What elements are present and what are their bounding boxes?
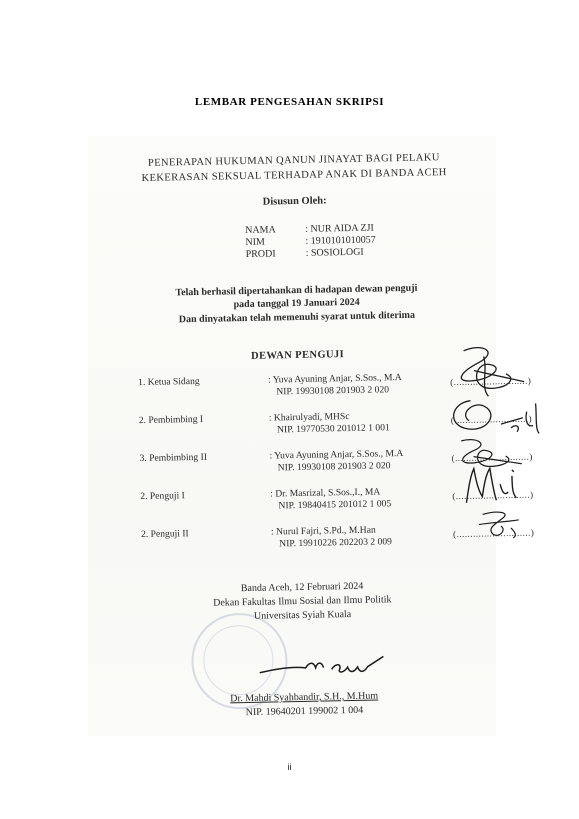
- examiner-name: : Yuva Ayuning Anjar, S.Sos., M.A: [269, 447, 404, 462]
- signature-line: (...........................): [450, 413, 533, 426]
- signature-dean: [253, 646, 394, 685]
- signature-examiner-1: [460, 462, 531, 507]
- page-heading: LEMBAR PENGESAHAN SKRIPSI: [194, 96, 385, 108]
- examiner-row: [140, 522, 535, 550]
- identity-label: PRODI: [245, 248, 276, 260]
- scanned-approval-sheet: [88, 136, 535, 736]
- signature-line: (...........................): [450, 375, 532, 388]
- examiner-role: 2. Penguji II: [140, 528, 189, 541]
- examiner-nip: NIP. 19930108 201903 2 020: [276, 384, 390, 398]
- page-number: ii: [287, 762, 292, 772]
- signature-line: (...........................): [452, 527, 535, 540]
- examiner-name: : Dr. Masrizal, S.Sos.,I., MA: [270, 486, 381, 500]
- examiner-nip: NIP. 19840415 201012 1 005: [278, 498, 392, 512]
- identity-value: : 1910101010057: [305, 234, 376, 247]
- examiner-role: 1. Ketua Sidang: [137, 375, 200, 389]
- examiner-nip: NIP. 19930108 201903 2 020: [277, 460, 391, 474]
- signature-line: (...........................): [452, 489, 534, 502]
- examiner-nip: NIP. 19770530 201012 1 001: [276, 422, 390, 436]
- dean-name: Dr. Mahdi Syahbandir, S.H., M.Hum: [230, 690, 379, 705]
- defense-statement-line-2: pada tanggal 19 Januari 2024: [233, 296, 360, 311]
- signature-line: (...........................): [451, 451, 533, 464]
- university-name: Universitas Syiah Kuala: [253, 609, 352, 622]
- identity-value: : NUR AIDA ZJI: [305, 222, 374, 235]
- examiner-name: : Yuva Ayuning Anjar, S.Sos., M.A: [267, 372, 402, 386]
- compiled-by-label: Disusun Oleh:: [262, 195, 327, 208]
- signature-examiner-2: [469, 506, 530, 541]
- dean-nip: NIP. 19640201 199002 1 004: [245, 704, 364, 719]
- identity-label: NAMA: [245, 224, 276, 236]
- thesis-title-line-1: PENERAPAN HUKUMAN QANUN JINAYAT BAGI PELAKU: [147, 152, 440, 169]
- examiner-board-title: DEWAN PENGUJI: [251, 349, 345, 362]
- examiner-role: 3. Pembimbing II: [139, 451, 208, 465]
- place-date: Banda Aceh, 12 Februari 2024: [240, 580, 364, 595]
- identity-value: : SOSIOLOGI: [305, 246, 364, 259]
- dean-title: Dekan Fakultas Ilmu Sosial dan Ilmu Politik: [213, 594, 392, 609]
- examiner-name: : Khairulyadi, MHSc: [268, 411, 350, 424]
- examiner-nip: NIP. 19910226 202203 2 009: [279, 536, 393, 550]
- examiner-role: 2. Pembimbing I: [138, 413, 204, 427]
- examiner-role: 2. Penguji I: [140, 490, 185, 503]
- thesis-title-line-2: KEKERASAN SEKSUAL TERHADAP ANAK DI BANDA ACEH: [141, 167, 447, 184]
- identity-label: NIM: [245, 236, 265, 248]
- scanned-content: [43, 131, 554, 740]
- identity-row-prodi: [246, 247, 364, 260]
- defense-statement-line-3: Dan dinyatakan telah memenuhi syarat untuk diterima: [178, 309, 416, 326]
- defense-statement-line-1: Telah berhasil dipertahankan di hadapan dewan penguji: [175, 282, 418, 299]
- examiner-name: : Nurul Fajri, S.Pd., M.Han: [270, 524, 376, 538]
